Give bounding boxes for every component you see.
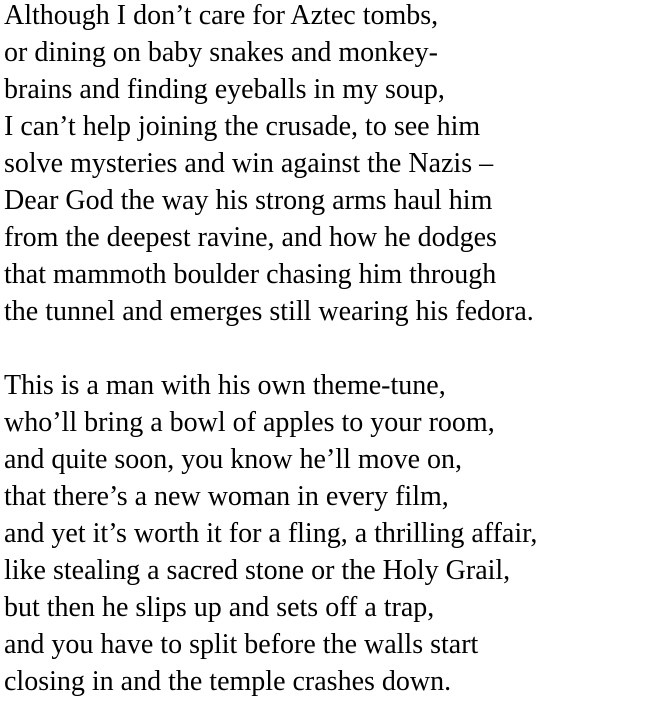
- poem-line: I can’t help joining the crusade, to see him: [4, 111, 481, 142]
- poem-line: but then he slips up and sets off a trap,: [4, 592, 435, 623]
- poem-line: Although I don’t care for Aztec tombs,: [4, 0, 439, 31]
- poem-line: or dining on baby snakes and monkey-: [4, 37, 438, 68]
- poem-line: that there’s a new woman in every film,: [4, 481, 449, 512]
- poem-line: solve mysteries and win against the Nazis –: [4, 148, 494, 179]
- poem-line: who’ll bring a bowl of apples to your room,: [4, 407, 495, 438]
- poem-line: like stealing a sacred stone or the Holy Grail,: [4, 555, 511, 586]
- poem-line: Dear God the way his strong arms haul him: [4, 185, 493, 216]
- poem-line: and yet it’s worth it for a fling, a thrilling affair,: [4, 518, 538, 549]
- poem-line: that mammoth boulder chasing him through: [4, 259, 497, 290]
- stanza-1: [4, 0, 534, 330]
- poem-line: the tunnel and emerges still wearing his fedora.: [4, 296, 534, 327]
- poem-line: from the deepest ravine, and how he dodges: [4, 222, 497, 253]
- poem-line: and quite soon, you know he’ll move on,: [4, 444, 463, 475]
- stanza-2: [4, 367, 537, 700]
- poem-line: brains and finding eyeballs in my soup,: [4, 74, 445, 105]
- poem-line: and you have to split before the walls start: [4, 629, 479, 660]
- poem-line: This is a man with his own theme-tune,: [4, 370, 446, 401]
- poem-line: closing in and the temple crashes down.: [4, 666, 452, 697]
